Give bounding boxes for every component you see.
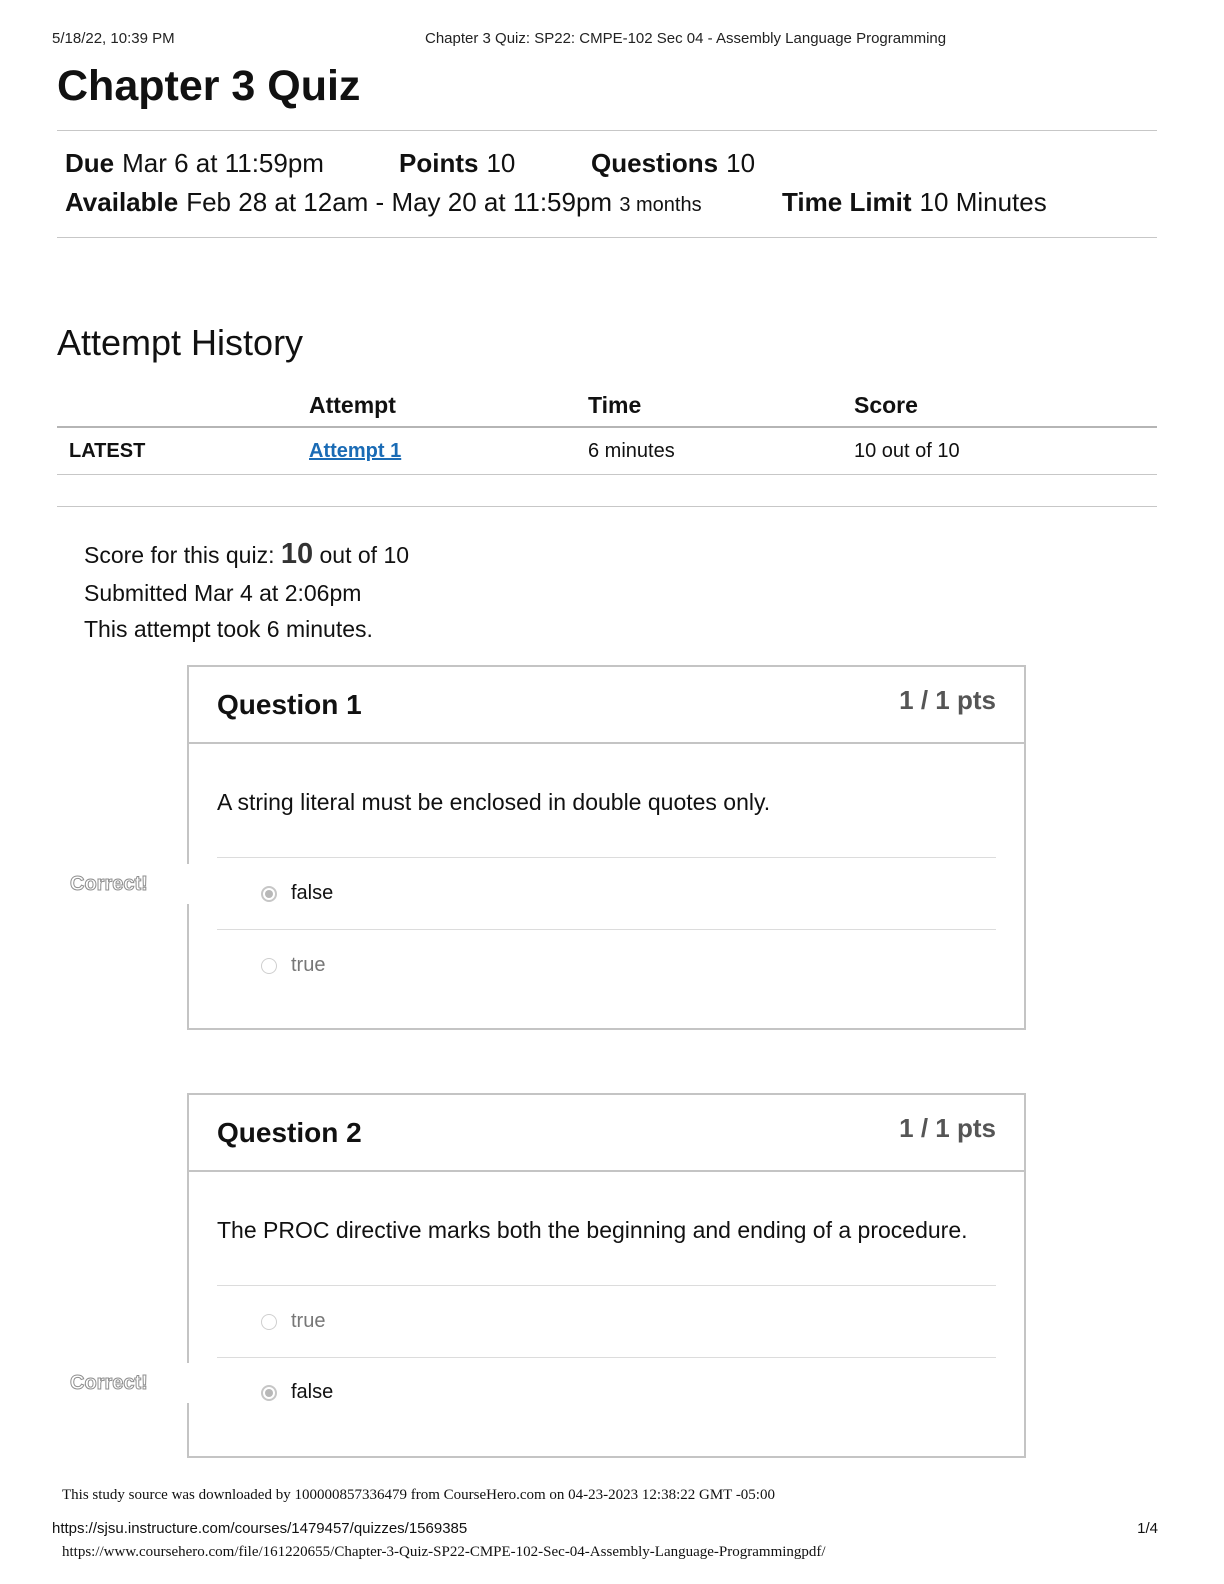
column-header-attempt: Attempt	[309, 392, 396, 418]
correct-flag: Correct!	[70, 873, 148, 895]
available-span: 3 months	[619, 194, 702, 216]
question-title: Question 2	[217, 1117, 362, 1148]
answer-option[interactable]	[261, 1381, 333, 1404]
question-points: 1 / 1 pts	[899, 1113, 996, 1143]
answer-label: false	[291, 1381, 334, 1403]
time-cell: 6 minutes	[588, 440, 675, 462]
print-datetime: 5/18/22, 10:39 PM	[52, 30, 175, 47]
coursehero-url: https://www.coursehero.com/file/161220655/Chapter-3-Quiz-SP22-CMPE-102-Sec-04-Assembly-Language-Programmingpdf/	[62, 1544, 826, 1560]
radio-selected-icon[interactable]	[261, 886, 277, 902]
print-page-title: Chapter 3 Quiz: SP22: CMPE-102 Sec 04 - Assembly Language Programming	[425, 30, 947, 47]
answer-option[interactable]	[261, 954, 325, 977]
attempt-duration: This attempt took 6 minutes.	[84, 616, 373, 642]
table-header-rule	[57, 426, 1157, 428]
available-info	[65, 187, 702, 218]
time-limit-info	[782, 187, 1047, 218]
time-limit-label: Time Limit	[782, 187, 912, 217]
answer-label: false	[291, 882, 334, 904]
radio-unselected-icon[interactable]	[261, 958, 277, 974]
question-text: The PROC directive marks both the beginning and ending of a procedure.	[217, 1217, 968, 1243]
points-label: Points	[399, 148, 479, 178]
due-label: Due	[65, 148, 115, 178]
answer-label: true	[291, 954, 326, 976]
questions-value: 10	[726, 148, 756, 178]
answer-divider	[217, 857, 996, 858]
score-suffix: out of 10	[313, 542, 410, 568]
submitted-time: Submitted Mar 4 at 2:06pm	[84, 580, 362, 606]
page-number: 1/4	[1137, 1520, 1158, 1537]
answer-divider	[217, 1285, 996, 1286]
answer-divider	[217, 1357, 996, 1358]
score-value: 10	[280, 538, 314, 570]
due-value: Mar 6 at 11:59pm	[122, 148, 324, 178]
latest-tag: LATEST	[69, 440, 146, 462]
available-label: Available	[65, 187, 179, 217]
question-text: A string literal must be enclosed in double quotes only.	[217, 789, 771, 815]
divider	[57, 237, 1157, 238]
attempt-1-link[interactable]: Attempt 1	[309, 440, 402, 462]
questions-label: Questions	[591, 148, 719, 178]
column-header-score: Score	[854, 392, 918, 418]
score-cell: 10 out of 10	[854, 440, 960, 462]
due-info	[65, 148, 324, 179]
available-value: Feb 28 at 12am - May 20 at 11:59pm	[186, 187, 613, 217]
radio-unselected-icon[interactable]	[261, 1314, 277, 1330]
divider	[57, 506, 1157, 507]
column-header-time: Time	[588, 392, 642, 418]
points-value: 10	[486, 148, 516, 178]
score-prefix: Score for this quiz:	[84, 542, 281, 568]
answer-divider	[217, 929, 996, 930]
radio-selected-icon[interactable]	[261, 1385, 277, 1401]
time-limit-value: 10 Minutes	[919, 187, 1047, 217]
answer-option[interactable]	[261, 1310, 325, 1333]
question-card-1	[187, 665, 1026, 1030]
points-info	[399, 148, 515, 179]
question-card-2	[187, 1093, 1026, 1458]
questions-info	[591, 148, 755, 179]
quiz-score	[84, 538, 409, 571]
page-title: Chapter 3 Quiz	[57, 62, 361, 110]
table-row-rule	[57, 474, 1157, 475]
question-header	[189, 1095, 1024, 1172]
answer-label: true	[291, 1310, 326, 1332]
divider	[57, 130, 1157, 131]
attempt-history-title: Attempt History	[57, 322, 304, 363]
page-url: https://sjsu.instructure.com/courses/1479457/quizzes/1569385	[52, 1520, 468, 1537]
correct-flag: Correct!	[70, 1372, 148, 1394]
attempt-cell	[309, 440, 401, 463]
download-notice: This study source was downloaded by 100000857336479 from CourseHero.com on 04-23-2023 12:38:22 GMT -05:00	[62, 1487, 775, 1503]
question-title: Question 1	[217, 689, 362, 720]
question-header	[189, 667, 1024, 744]
question-points: 1 / 1 pts	[899, 685, 996, 715]
answer-option[interactable]	[261, 882, 333, 905]
